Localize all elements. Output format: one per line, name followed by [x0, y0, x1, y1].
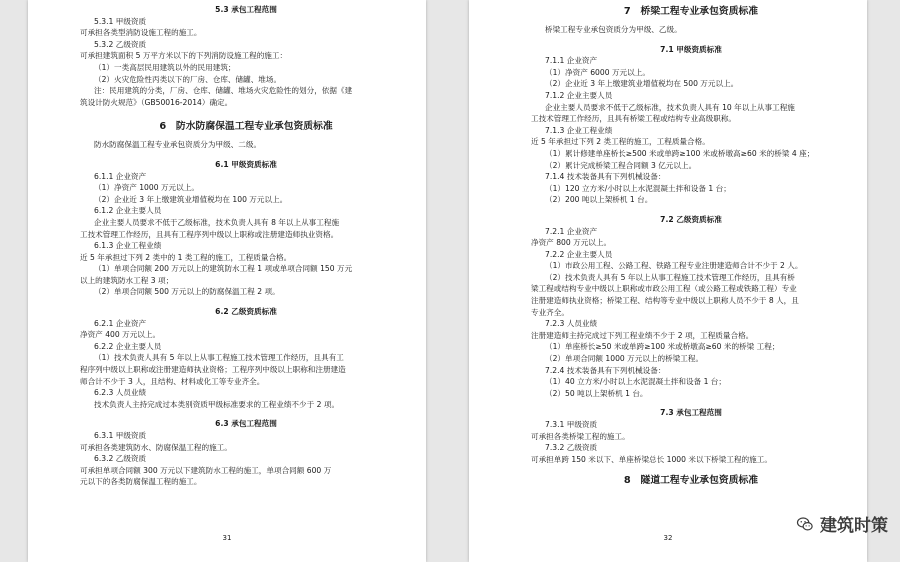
text-line: （2）火灾危险性丙类以下的厂房、仓库、储罐、堆场。 [94, 74, 282, 84]
text-line: （2）单项合同额 500 万元以上的防腐保温工程 2 项。 [94, 287, 280, 297]
text-line: 防水防腐保温工程专业承包资质分为甲级、二级。 [94, 140, 262, 150]
subsection-label: 7.3.1 甲级资质 [545, 420, 598, 429]
subsection-label: 5.3.2 乙级资质 [94, 39, 147, 49]
subsection-label: 7.2.3 人员业绩 [545, 319, 598, 329]
text-line: 梁工程或结构专业中级以上职称或市政公用工程（或公路工程或铁路工程）专业 [531, 284, 797, 294]
subsection-label: 6.2.2 企业主要人员 [94, 341, 162, 351]
text-line: 可承担各类型消防设施工程的施工。 [80, 28, 202, 38]
subsection-label: 6.1.2 企业主要人员 [94, 206, 162, 216]
watermark [796, 511, 888, 536]
text-line: （2）单项合同额 1000 万元以上的桥梁工程。 [545, 354, 704, 364]
text-line: 桥梁工程专业承包资质分为甲级、乙级。 [545, 25, 682, 34]
note-line: 筑设计防火规范》（GB50016-2014）确定。 [80, 97, 233, 107]
subsection-label: 6.1.3 企业工程业绩 [94, 241, 162, 251]
text-line: （1）净资产 6000 万元以上。 [545, 67, 650, 77]
subsection-label: 5.3.1 甲级资质 [94, 16, 147, 26]
section-heading: 7.3 承包工程范围 [660, 408, 722, 418]
subsection-label: 7.2.2 企业主要人员 [545, 249, 613, 259]
text-line: 可承担各类桥梁工程的施工。 [531, 431, 630, 441]
subsection-label: 7.2.4 技术装备具有下列机械设备： [545, 365, 666, 375]
section-heading: 5.3 承包工程范围 [215, 5, 277, 14]
section-heading: 6.1 甲级资质标准 [215, 159, 277, 169]
subsection-label: 6.1.1 企业资产 [94, 171, 147, 181]
subsection-label: 6.2.3 人员业绩 [94, 388, 147, 398]
section-heading: 7.2 乙级资质标准 [660, 214, 722, 224]
text-line: （2）技术负责人具有 5 年以上从事工程施工技术管理工作经历，且具有桥 [545, 272, 795, 282]
section-heading: 6.2 乙级资质标准 [215, 307, 277, 317]
text-line: 元以下的各类防腐保温工程的施工。 [80, 477, 202, 487]
subsection-label: 6.3.1 甲级资质 [94, 431, 147, 440]
text-line: （2）累计完成桥梁工程合同额 3 亿元以上。 [545, 160, 697, 170]
text-line: 技术负责人主持完成过本类别资质甲级标准要求的工程业绩不少于 2 项。 [94, 399, 340, 409]
section-heading: 7.1 甲级资质标准 [660, 44, 722, 54]
text-line: （1）净资产 1000 万元以上。 [94, 183, 199, 193]
note-line: 注：民用建筑的分类，厂房、仓库、储罐、堆场火灾危险性的划分，依据《建 [94, 86, 353, 96]
text-line: 工技术管理工作经历，且具有桥梁工程或结构专业高级职称。 [531, 114, 737, 124]
text-line: 近 5 年承担过下列 2 类中的 1 类工程的施工，工程质量合格。 [80, 252, 292, 262]
text-line: 注册建造师执业资格；桥梁工程、结构等专业中级以上职称人员不少于 8 人，且 [531, 296, 799, 306]
subsection-label: 7.1.4 技术装备具有下列机械设备： [545, 172, 666, 182]
text-line: 专业齐全。 [531, 307, 569, 317]
subsection-label: 7.1.1 企业资产 [545, 56, 598, 66]
subsection-label: 7.1.2 企业主要人员 [545, 90, 613, 100]
text-line: （2）50 吨以上架桥机 1 台。 [545, 388, 648, 398]
text-line: （1）120 立方米/小时以上水泥混凝土拌和设备 1 台； [545, 183, 731, 193]
page-number: 32 [663, 534, 673, 542]
text-line: （1）单座桥长≥50 米或单跨≥100 米或桥墩高≥60 米的桥梁 工程； [545, 342, 780, 352]
text-line: 近 5 年承担过下列 2 类工程的施工，工程质量合格。 [531, 137, 710, 147]
text-line: 注册建造师主持完成过下列工程业绩不少于 2 项，工程质量合格。 [531, 330, 754, 340]
text-line: （1）技术负责人具有 5 年以上从事工程施工技术管理工作经历，且具有工 [94, 353, 344, 363]
text-line: （1）累计修建单座桥长≥500 米或单跨≥100 米或桥墩高≥60 米的桥梁 4 座； [545, 148, 815, 158]
subsection-label: 7.1.3 企业工程业绩 [545, 125, 613, 135]
text-line: 可承担单跨 150 米以下、单座桥梁总长 1000 米以下桥梁工程的施工。 [531, 454, 772, 464]
text-line: （1）40 立方米/小时以上水泥混凝土拌和设备 1 台； [545, 377, 726, 387]
section-heading: 6.3 承包工程范围 [215, 419, 277, 429]
text-line: 企业主要人员要求不低于乙级标准，技术负责人具有 10 年以上从事工程施 [545, 102, 795, 112]
text-line: 企业主要人员要求不低于乙级标准，技术负责人具有 8 年以上从事工程施 [94, 217, 340, 227]
text-line: （1）市政公用工程、公路工程、铁路工程专业注册建造师合计不少于 2 人。 [545, 261, 803, 271]
document-page-right [469, 0, 867, 562]
text-line: 净资产 400 万元以上。 [80, 330, 161, 340]
subsection-label: 7.2.1 企业资产 [545, 226, 598, 236]
chapter-heading: 6 防水防腐保温工程专业承包资质标准 [159, 121, 333, 133]
text-line: 以上的建筑防水工程 3 项； [80, 275, 174, 285]
text-line: 可承担建筑面积 5 万平方米以下的下列消防设施工程的施工： [80, 51, 288, 61]
chapter-heading: 8 隧道工程专业承包资质标准 [623, 475, 759, 487]
text-line: （2）200 吨以上架桥机 1 台。 [545, 195, 653, 205]
text-line: 程序列中级以上职称或注册建造师执业资格；工程序列中级以上职称和注册建造 [80, 365, 346, 375]
text-line: 工技术管理工作经历，且具有工程序列中级以上职称或注册建造师执业资格。 [80, 229, 339, 239]
chapter-heading: 7 桥梁工程专业承包资质标准 [623, 6, 759, 17]
watermark-text: 建筑时策 [820, 516, 888, 536]
wechat-icon [796, 515, 814, 533]
text-line: （1）一类高层民用建筑以外的民用建筑； [94, 62, 236, 72]
text-line: 净资产 800 万元以上。 [531, 238, 612, 248]
text-line: 可承担单项合同额 300 万元以下建筑防水工程的施工，单项合同额 600 万 [80, 465, 332, 475]
document-page-left [28, 0, 426, 562]
subsection-label: 6.3.2 乙级资质 [94, 454, 147, 464]
subsection-label: 6.2.1 企业资产 [94, 318, 147, 328]
text-line: 师合计不少于 3 人，且结构、材料或化工等专业齐全。 [80, 376, 265, 386]
text-line: （2）企业近 3 年上缴建筑业增值税均在 100 万元以上。 [94, 194, 288, 204]
text-line: 可承担各类建筑防水、防腐保温工程的施工。 [80, 442, 232, 452]
text-line: （1）单项合同额 200 万元以上的建筑防水工程 1 项或单项合同额 150 万元 [94, 264, 353, 274]
subsection-label: 7.3.2 乙级资质 [545, 443, 598, 453]
page-number: 31 [222, 534, 232, 542]
text-line: （2）企业近 3 年上缴建筑业增值税均在 500 万元以上。 [545, 79, 739, 89]
